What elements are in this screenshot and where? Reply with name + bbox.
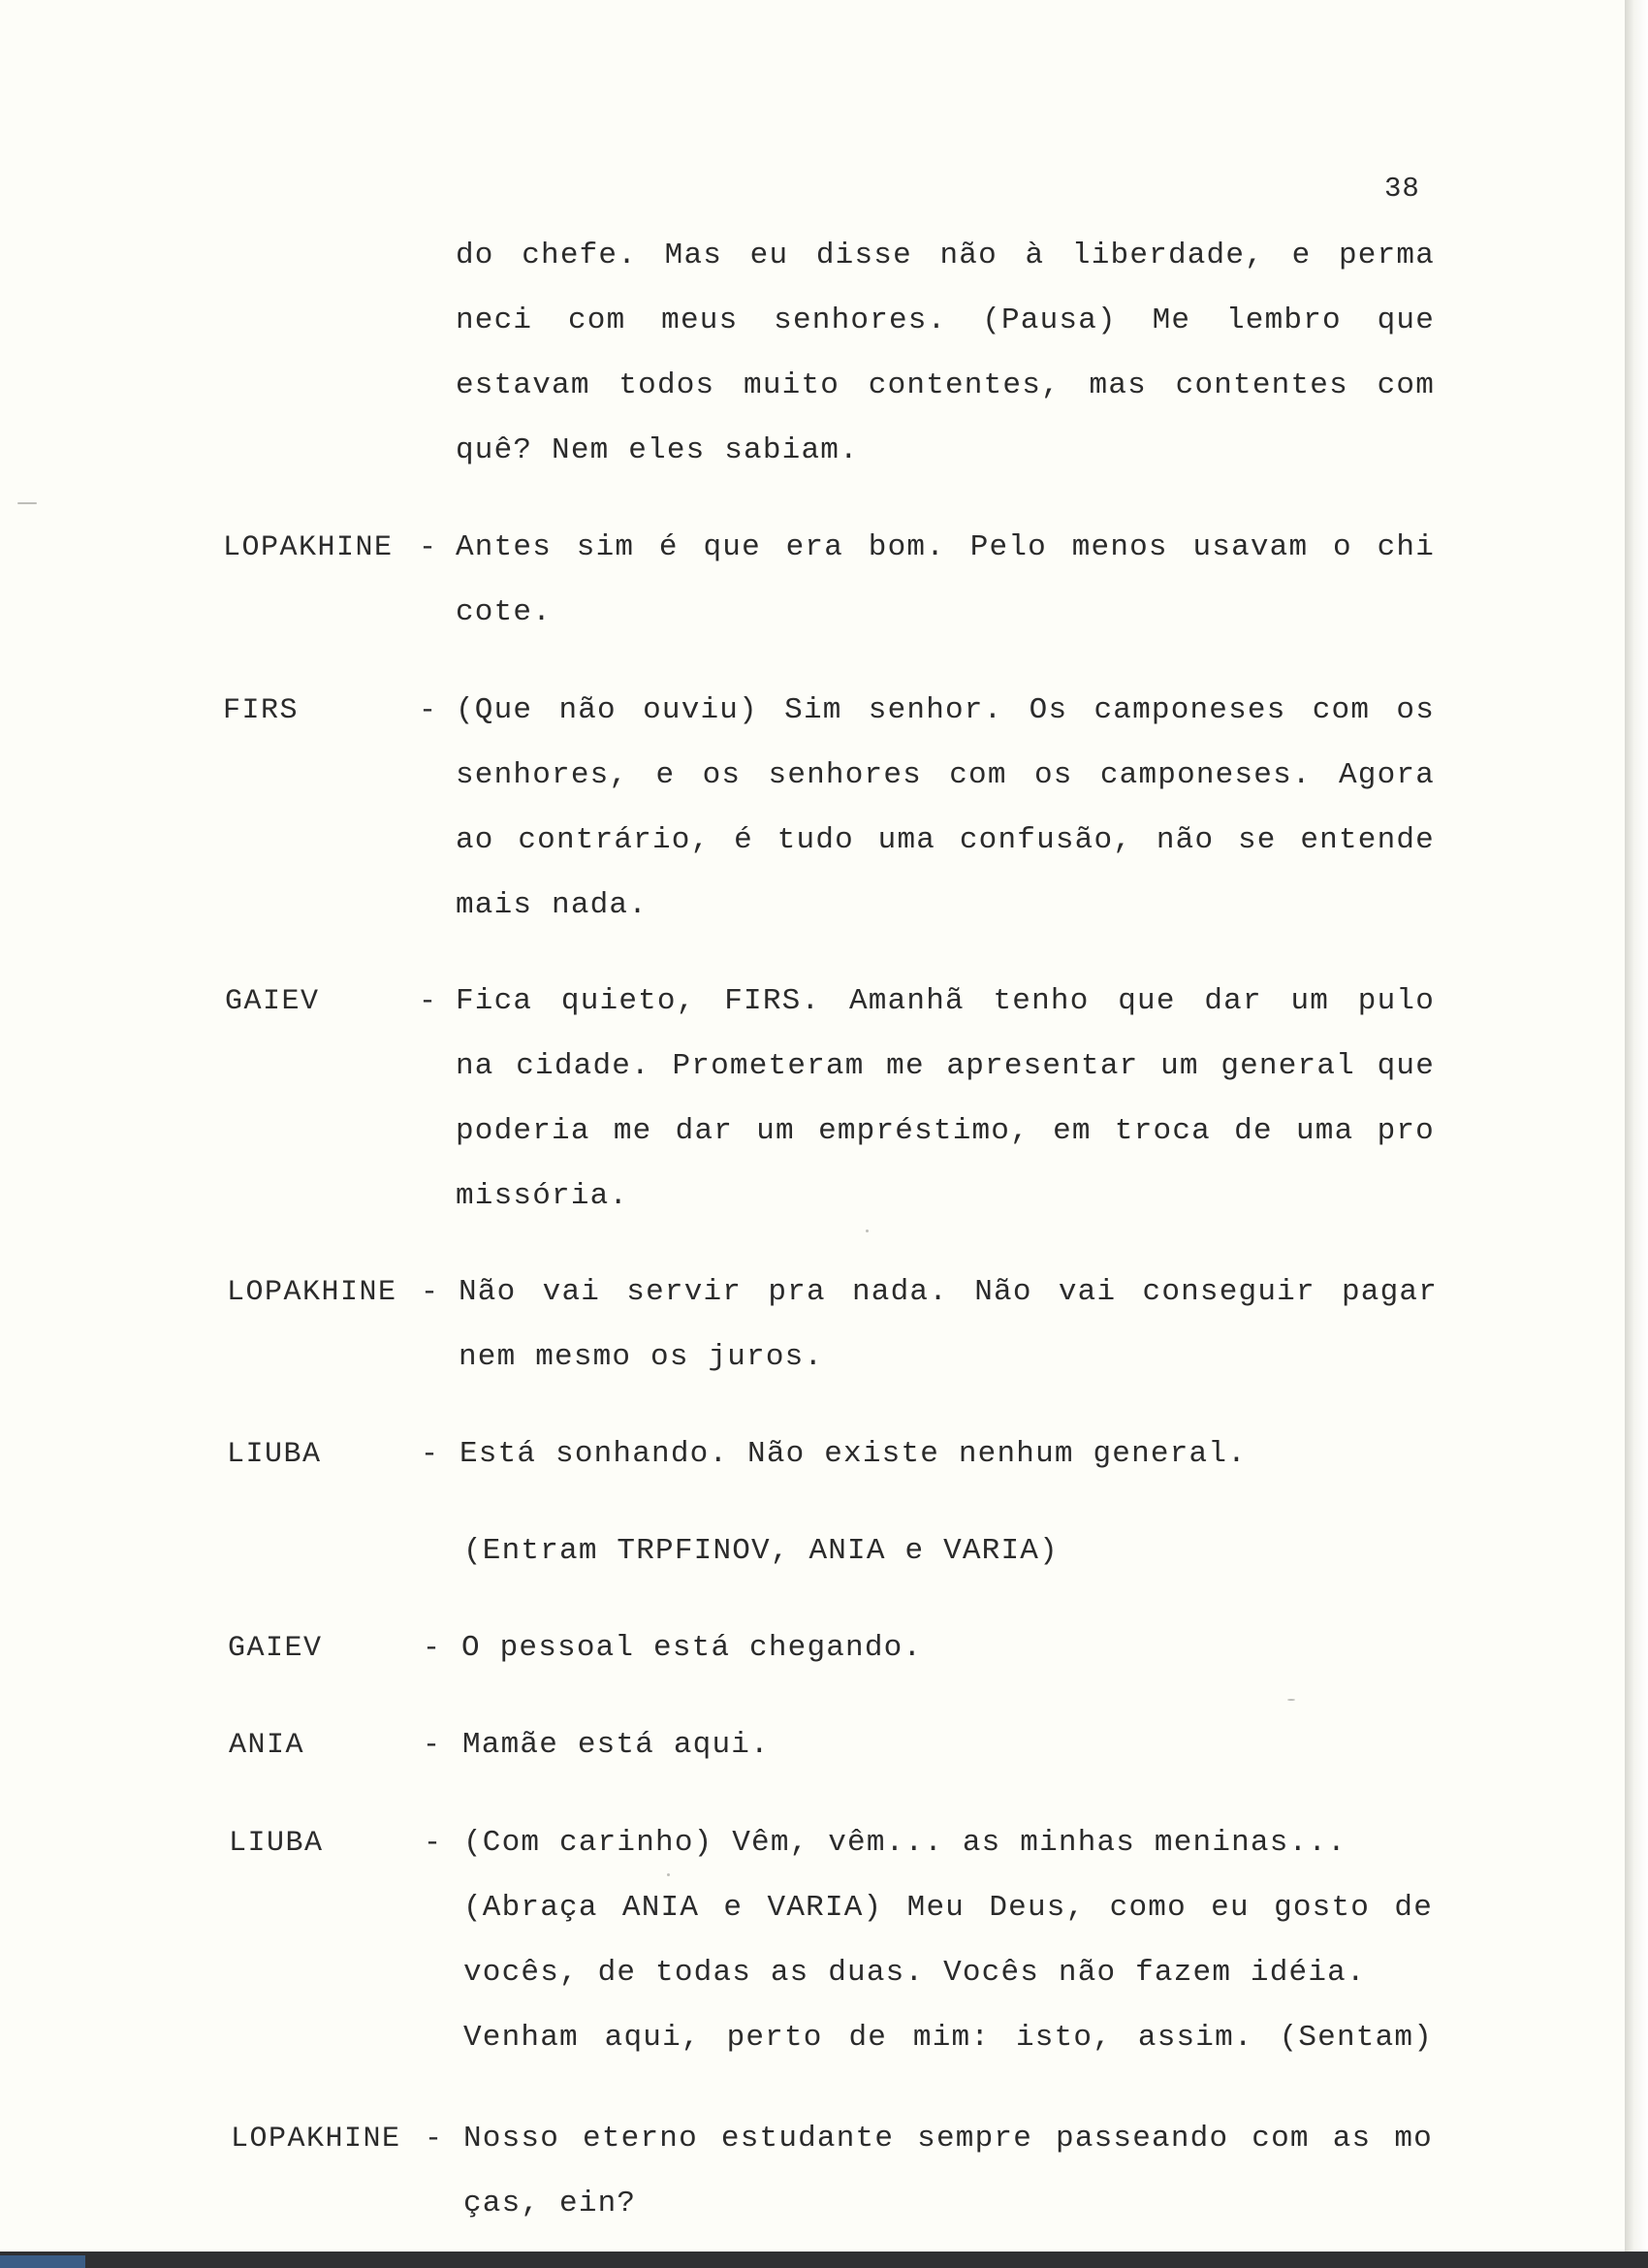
paper-mark (866, 1230, 869, 1232)
speaker-name: LIUBA (227, 1438, 322, 1471)
scanner-bottom-bar (0, 2252, 1648, 2268)
dialogue-line: (Que não ouviu) Sim senhor. Os camponeses com os (456, 693, 1435, 727)
speaker-name: LOPAKHINE (227, 1276, 397, 1309)
speaker-name: LOPAKHINE (223, 531, 394, 564)
stage-direction: (Entram TRPFINOV, ANIA e VARIA) (463, 1534, 1059, 1568)
speaker-dash: - (419, 694, 437, 727)
dialogue-line: (Com carinho) Vêm, vêm... as minhas meninas... (463, 1826, 1347, 1860)
dialogue-line: na cidade. Prometeram me apresentar um general que (456, 1049, 1435, 1083)
dialogue-line: ças, ein? (463, 2187, 637, 2220)
dialogue-line: Fica quieto, FIRS. Amanhã tenho que dar um pulo (456, 984, 1435, 1018)
dialogue-line: Mamãe está aqui. (462, 1728, 770, 1762)
speaker-name: LOPAKHINE (231, 2123, 401, 2156)
dialogue-line: cote. (456, 595, 553, 629)
speaker-dash: - (419, 985, 437, 1018)
dialogue-line: poderia me dar um empréstimo, em troca de uma pro (456, 1114, 1435, 1148)
dialogue-line: neci com meus senhores. (Pausa) Me lembro que (456, 303, 1435, 337)
speaker-dash: - (423, 1729, 441, 1762)
scanner-bottom-accent (0, 2255, 85, 2268)
speaker-dash: - (425, 2123, 443, 2156)
speaker-dash: - (419, 531, 437, 564)
speaker-dash: - (421, 1438, 439, 1471)
paper-mark (17, 502, 37, 504)
dialogue-line: O pessoal está chegando. (461, 1631, 923, 1665)
dialogue-line: do chefe. Mas eu disse não à liberdade, e perma (456, 239, 1435, 272)
dialogue-line: Está sonhando. Não existe nenhum general. (460, 1437, 1247, 1471)
speaker-name: FIRS (223, 694, 300, 727)
speaker-name: ANIA (229, 1729, 305, 1762)
dialogue-line: missória. (456, 1179, 629, 1213)
page-edge-shadow (1625, 0, 1648, 2268)
dialogue-line: vocês, de todas as duas. Vocês não fazem idéia. (463, 1956, 1366, 1990)
speaker-dash: - (421, 1276, 439, 1309)
speaker-name: GAIEV (228, 1632, 323, 1665)
dialogue-line: nem mesmo os juros. (459, 1340, 824, 1374)
speaker-dash: - (424, 1827, 442, 1860)
paper-mark (667, 1873, 670, 1876)
dialogue-line: (Abraça ANIA e VARIA) Meu Deus, como eu gosto de (463, 1891, 1433, 1925)
dialogue-line: Não vai servir pra nada. Não vai conseguir pagar (459, 1275, 1438, 1309)
page-number: 38 (1384, 173, 1420, 205)
speaker-name: LIUBA (229, 1827, 324, 1860)
dialogue-line: ao contrário, é tudo uma confusão, não se entende (456, 823, 1435, 857)
dialogue-line: estavam todos muito contentes, mas contentes com (456, 368, 1435, 402)
dialogue-line: Antes sim é que era bom. Pelo menos usavam o chi (456, 530, 1435, 564)
dialogue-line: senhores, e os senhores com os camponeses. Agora (456, 758, 1435, 792)
dialogue-line: mais nada. (456, 888, 649, 922)
paper-mark (1287, 1699, 1295, 1701)
dialogue-line: Nosso eterno estudante sempre passeando com as mo (463, 2122, 1433, 2156)
dialogue-line: quê? Nem eles sabiam. (456, 433, 859, 467)
dialogue-line: Venham aqui, perto de mim: isto, assim. (Sentam) (463, 2021, 1433, 2055)
speaker-dash: - (423, 1632, 441, 1665)
speaker-name: GAIEV (225, 985, 320, 1018)
